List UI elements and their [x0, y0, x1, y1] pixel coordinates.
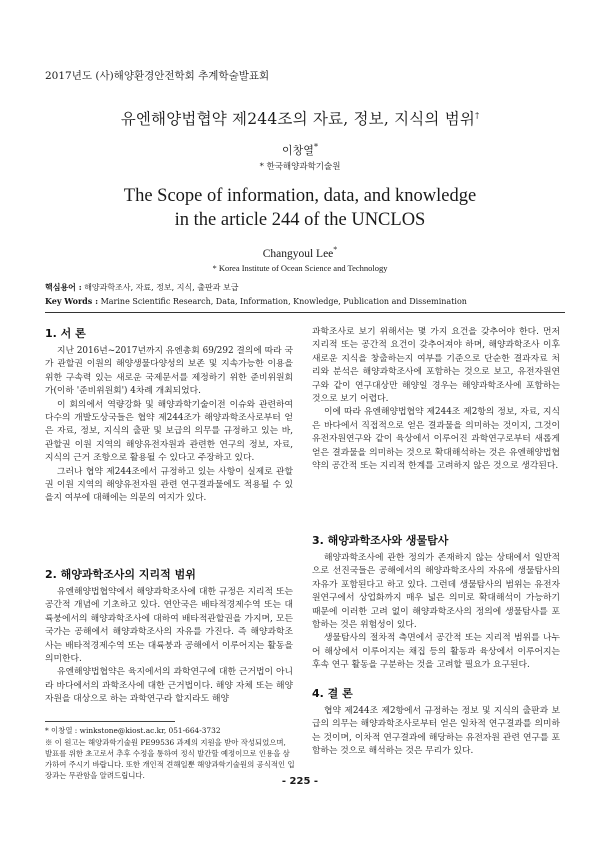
section-4-paragraph-1: 협약 제244조 제2항에서 규정하는 정보 및 지식의 출판과 보급의 의무는 해양과학조사로부터 얻은 일차적 연구결과를 의미하는 것이며, 이차적 연구결과에 해당하는 유전자원 관련 연구를 포함하는 것으로 해석하는 것은 무리가 있다. — [312, 706, 560, 757]
keywords-ko-label: 핵심용어 : — [45, 282, 82, 292]
keywords-en-text: Marine Scientific Research, Data, Information, Knowledge, Publication and Dissemination — [100, 297, 467, 306]
section-1-paragraph-2: 이 회의에서 역량강화 및 해양과학기술이전 이슈와 관련하여 다수의 개발도상국들은 협약 제244조가 해양과학조사로부터 얻은 자료, 정보, 지식의 출판 및 보급의 의무를 규정하고 있는 바, 관할권 이원 지역의 해양유전자원과 관련한 연구의 정보, 자료, 지식의 근거 조항으로 활용될 수 있다고 주장하고 있다. — [45, 399, 293, 464]
keywords-en-label: Key Words : — [45, 296, 99, 306]
paper-title-korean — [0, 107, 600, 129]
title-ko-text: 유엔해양법협약 제244조의 자료, 정보, 지식의 범위 — [120, 110, 476, 128]
author-english — [0, 245, 600, 260]
paper-title-english — [0, 184, 600, 232]
section-3-paragraph-2: 생물탐사의 절차적 측면에서 공간적 또는 지리적 범위를 나누어 해상에서 이루어지는 채집 등의 활동과 육상에서 이루어지는 후속 연구 활동을 구분하는 것을 고려할 필요가 요구된다. — [312, 633, 560, 671]
keywords-divider — [45, 312, 565, 313]
affiliation-korean: * 한국해양과학기술원 — [259, 162, 341, 172]
author-en-name: Changyoul Lee — [262, 247, 334, 260]
section-4-heading: 4. 결 론 — [312, 687, 353, 700]
section-2-body — [45, 586, 293, 707]
keywords-korean — [45, 281, 565, 294]
section-2-paragraph-2: 유엔해양법협약은 육지에서의 과학연구에 대한 근거법이 아니라 바다에서의 과학조사에 대한 근거법이다. 해양 자체 또는 해양 자원을 대상으로 하는 과학연구라 할지라도 해양 — [45, 667, 293, 705]
author-korean — [0, 142, 600, 158]
section-3-body — [312, 552, 560, 673]
section-1-paragraph-3: 그러나 협약 제244조에서 규정하고 있는 사항이 실제로 관할권 이원 지역의 해양유전자원 관련 연구결과물에도 적용될 수 있을지 여부에 대해에는 의문의 여지가 있다. — [45, 466, 293, 504]
keywords-ko-text: 해양과학조사, 자료, 정보, 지식, 출판과 보급 — [84, 283, 239, 292]
footnote-contact: * 이창열 : winkstone@kiost.ac.kr, 051-664-3732 — [45, 726, 221, 735]
author-en-mark: * — [333, 245, 338, 254]
title-en-line-2: in the article 244 of the UNCLOS — [174, 210, 426, 230]
author-ko-name: 이창열 — [282, 144, 314, 157]
section-3-heading: 3. 해양과학조사와 생물탐사 — [312, 534, 449, 547]
section-4-body — [312, 705, 560, 759]
section-2-continued-body — [312, 326, 560, 473]
affiliation-english: * Korea Institute of Ocean Science and Technology — [212, 263, 388, 273]
section-2-heading: 2. 해양과학조사의 지리적 범위 — [45, 568, 196, 581]
section-1-paragraph-1: 지난 2016년~2017년까지 유엔총회 69/292 결의에 따라 국가 관할권 이원의 해양생물다양성의 보존 및 지속가능한 이용을 위한 구속력 있는 새로운 국제문서를 제정하기 위한 준비위원회가(이하 '준비위원회') 4차례 개최되었다. — [45, 346, 293, 397]
footnote-disclaimer: ※ 이 원고는 해양과학기술원 PE99536 과제의 지원을 받아 작성되었으며, 발표를 위한 초고로서 추후 수정을 통하여 정식 발간할 예정이므로 인용을 삼가하여 주시기 바랍니다. 또한 개인적 견해일뿐 해양과학기술원의 공식적인 입장과는 무관함을 알려드립니다. — [45, 738, 295, 780]
keywords-english — [45, 295, 565, 308]
section-1-body — [45, 345, 293, 506]
author-ko-mark: * — [313, 142, 318, 152]
section-2-paragraph-continued: 과학조사로 보기 위해서는 몇 가지 요건을 갖추어야 한다. 먼저 지리적 또는 공간적 요건이 갖추어져야 하며, 해양과학조사 이후 새로운 지식을 창출하는지 여부를 기준으로 단순한 결과자료 처리와 분석은 해양과학조사에 포함하는 것으로 보고, 유전자원연구와 같이 연구대상만 해양일 경우는 해양과학조사에 포함하는 것으로 보기 어렵다. — [312, 327, 560, 405]
footnote-divider — [45, 721, 175, 722]
conference-header: 2017년도 (사)해양환경안전학회 추계학술발표회 — [45, 70, 270, 82]
title-en-line-1: The Scope of information, data, and knowledge — [123, 186, 477, 206]
page-number: - 225 - — [281, 776, 319, 787]
section-2-paragraph-1: 유엔해양법협약에서 해양과학조사에 대한 규정은 지리적 또는 공간적 개념에 기초하고 있다. 연안국은 배타적경제수역 또는 대륙붕에서의 해양과학조사에 대하여 배타적관할권을 가지며, 모든 국가는 공해에서 해양과학조사의 자유를 가진다. 즉 해양과학조사는 배타적경제수역 또는 대륙붕과 공해에서 이루어지는 활동을 의미한다. — [45, 587, 293, 665]
section-3-paragraph-1: 해양과학조사에 관한 정의가 존재하지 않는 상태에서 일반적으로 선진국들은 공해에서의 해양과학조사의 자유에 생물탐사의 자유가 포함된다고 하고 있다. 그런데 생물탐사의 범위는 유전자원연구에서 상업화까지 매우 넓은 의미로 확대해석이 가능하기 때문에 이러한 고려 없이 해양과학조사의 정의에 생물탐사를 포함하는 것은 위험성이 있다. — [312, 553, 560, 631]
section-1-heading: 1. 서 론 — [45, 327, 86, 340]
title-ko-mark: † — [475, 110, 480, 120]
section-2-paragraph-3: 이에 따라 유엔해양법협약 제244조 제2항의 정보, 자료, 지식은 바다에서 직접적으로 얻은 결과물을 의미하는 것이지, 그것이 유전자원연구와 같이 육상에서 이루어진 과학연구로부터 새롭게 얻은 결과물을 의미하는 것으로 확대해석하는 것은 유엔해양법협약의 공간적 또는 지리적 한계를 고려하지 않은 것으로 생각된다. — [312, 407, 560, 472]
